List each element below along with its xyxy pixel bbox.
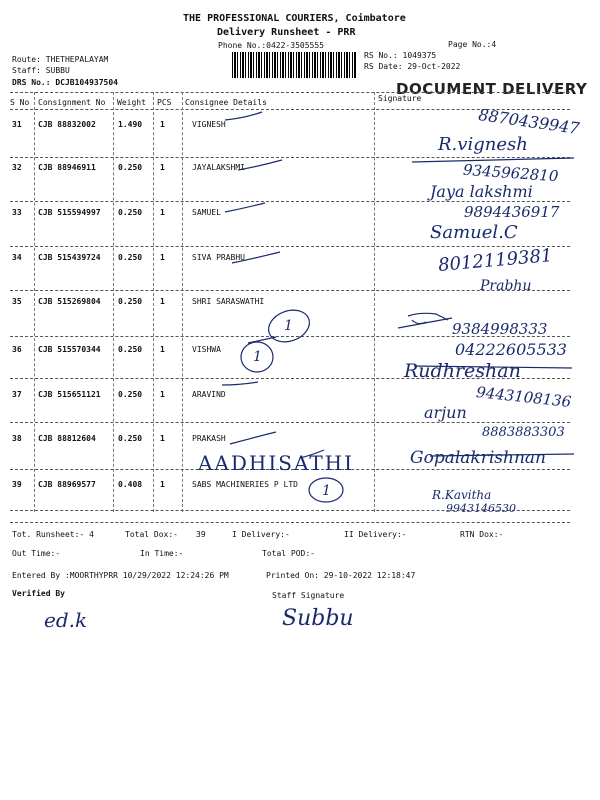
cell-weight: 0.250 (118, 163, 143, 172)
col-pcs: PCS (157, 98, 172, 107)
handwritten-name: Jaya lakshmi (430, 182, 533, 201)
handwritten-phone: 9443108136 (475, 383, 573, 411)
cell-pcs: 1 (160, 345, 165, 354)
cell-consignment: CJB 515269804 (38, 297, 101, 306)
cell-weight: 1.490 (118, 120, 143, 129)
total-dox-label: Total Dox:- (125, 530, 178, 539)
cell-consignment: CJB 88946911 (38, 163, 96, 172)
cell-sno: 37 (12, 390, 22, 399)
footer-rule (10, 522, 570, 523)
ii-delivery: II Delivery:- (344, 530, 407, 539)
cell-consignment: CJB 515439724 (38, 253, 101, 262)
cell-consignment: CJB 88832002 (38, 120, 96, 129)
cell-pcs: 1 (160, 120, 165, 129)
entered-by: Entered By :MOORTHYPRR 10/29/2022 12:24:26 PM (12, 571, 229, 580)
handwritten-phone: 9345962810 (462, 160, 559, 186)
cell-pcs: 1 (160, 434, 165, 443)
cell-consignee: SHRI SARASWATHI (192, 297, 265, 306)
route: Route: THETHEPALAYAM (12, 55, 109, 64)
rs-number: RS No.: 1049375 (364, 51, 437, 60)
i-delivery: I Delivery:- (232, 530, 290, 539)
cell-sno: 31 (12, 120, 22, 129)
cell-consignment: CJB 515570344 (38, 345, 101, 354)
cell-pcs: 1 (160, 390, 165, 399)
rtn-dox: RTN Dox:- (460, 530, 504, 539)
cell-consignment: CJB 515594997 (38, 208, 101, 217)
col-weight: Weight (117, 98, 146, 107)
cell-weight: 0.250 (118, 390, 143, 399)
staff-signature-label: Staff Signature (272, 591, 345, 600)
printed-on: Printed On: 29-10-2022 12:18:47 (266, 571, 416, 580)
cell-consignee: VISHWA (192, 345, 221, 354)
staff: Staff: SUBBU (12, 66, 70, 75)
circled-one: 1 (322, 483, 331, 499)
cell-consignment: CJB 88969577 (38, 480, 96, 489)
page-number: Page No.:4 (448, 40, 497, 49)
handwritten-phone: 9943146530 (446, 502, 516, 515)
handwritten-aadhisathi: AADHISATHI (198, 451, 354, 475)
cell-sno: 36 (12, 345, 22, 354)
total-pod: Total POD:- (262, 549, 315, 558)
cell-sno: 38 (12, 434, 22, 443)
handwritten-name: R.vignesh (438, 134, 528, 155)
company-name: THE PROFESSIONAL COURIERS, Coimbatore (183, 13, 406, 24)
cell-weight: 0.250 (118, 297, 143, 306)
total-dox-value: 39 (196, 530, 206, 539)
cell-pcs: 1 (160, 480, 165, 489)
cell-pcs: 1 (160, 253, 165, 262)
cell-consignee: ARAVIND (192, 390, 226, 399)
handwritten-name: Samuel.C (430, 222, 518, 243)
cell-consignment: CJB 515651121 (38, 390, 101, 399)
col-consignee: Consignee Details (185, 98, 267, 107)
rs-date: RS Date: 29-Oct-2022 (364, 62, 461, 71)
cell-sno: 32 (12, 163, 22, 172)
cell-weight: 0.250 (118, 434, 143, 443)
cell-weight: 0.408 (118, 480, 143, 489)
cell-weight: 0.250 (118, 253, 143, 262)
verified-by: Verified By (12, 589, 65, 598)
cell-consignee: SIVA PRABHU (192, 253, 245, 262)
out-time: Out Time:- (12, 549, 61, 558)
cell-consignee: PRAKASH (192, 434, 226, 443)
col-consignment: Consignment No (38, 98, 106, 107)
sheet-title: Delivery Runsheet - PRR (217, 27, 356, 38)
staff-signature: Subbu (282, 606, 354, 631)
cell-sno: 33 (12, 208, 22, 217)
verified-signature: ed.k (44, 608, 88, 632)
handwritten-name: Gopalakrishnan (410, 448, 546, 468)
cell-weight: 0.250 (118, 208, 143, 217)
handwritten-phone: 9894436917 (464, 203, 560, 221)
handwritten-name: arjun (424, 403, 467, 422)
cell-weight: 0.250 (118, 345, 143, 354)
cell-pcs: 1 (160, 208, 165, 217)
cell-sno: 35 (12, 297, 22, 306)
handwritten-phone: 8870439947 (477, 105, 581, 138)
cell-consignee: JAYALAKSHMI (192, 163, 245, 172)
tot-runsheet: Tot. Runsheet:- 4 (12, 530, 94, 539)
document-delivery-stamp: DOCUMENT DELIVERY (396, 80, 588, 98)
col-signature: Signature (378, 94, 422, 103)
cell-consignee: SABS MACHINERIES P LTD (192, 480, 298, 489)
phone-number: Phone No.:0422-3505555 (218, 41, 324, 50)
cell-sno: 39 (12, 480, 22, 489)
cell-consignment: CJB 88812604 (38, 434, 96, 443)
handwritten-phone: 9384998333 (452, 320, 548, 338)
col-sno: S No (10, 98, 30, 107)
cell-consignee: VIGNESH (192, 120, 226, 129)
cell-sno: 34 (12, 253, 22, 262)
handwritten-name: R.Kavitha (432, 488, 492, 502)
handwritten-phone: 04222605533 (455, 340, 567, 359)
circled-one: 1 (253, 349, 262, 365)
in-time: In Time:- (140, 549, 184, 558)
cell-pcs: 1 (160, 297, 165, 306)
handwritten-phone: 8012119381 (437, 245, 554, 276)
cell-pcs: 1 (160, 163, 165, 172)
handwritten-name: Rudhreshan (404, 360, 521, 382)
circled-one: 1 (284, 318, 293, 334)
cell-consignee: SAMUEL (192, 208, 221, 217)
handwritten-name: Prabhu (480, 278, 532, 294)
drs-number: DRS No.: DCJB104937504 (12, 78, 118, 87)
handwritten-phone: 8883883303 (482, 425, 565, 440)
